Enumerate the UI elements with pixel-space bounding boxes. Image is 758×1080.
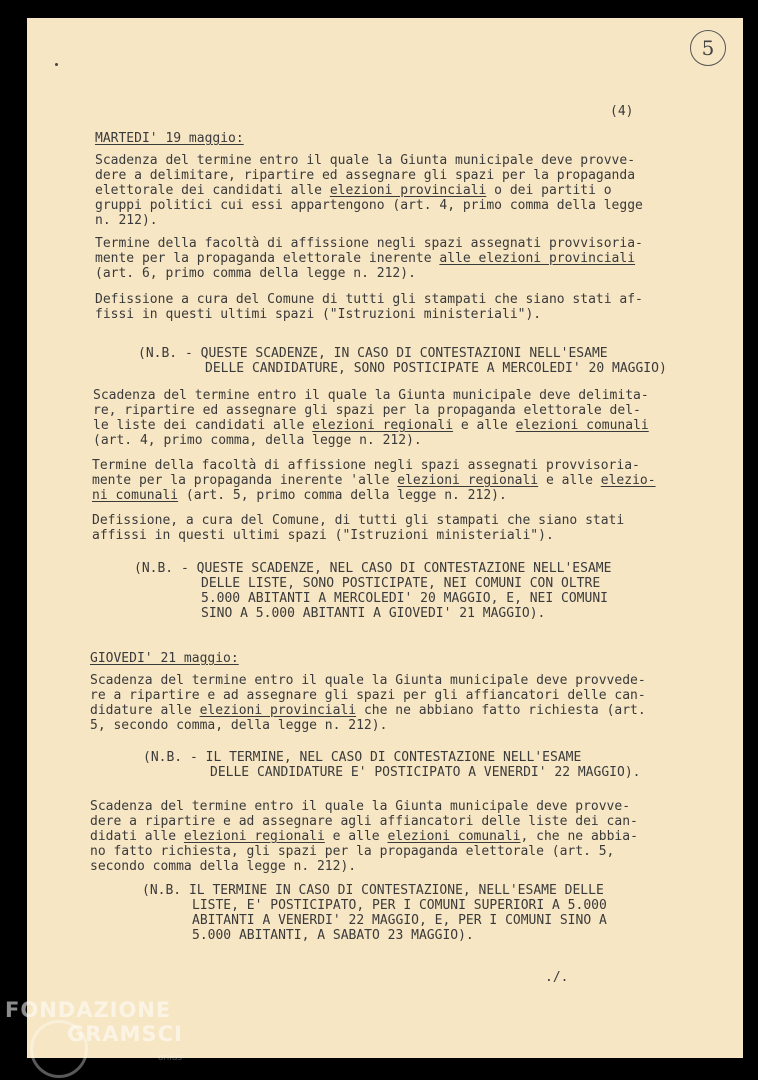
heading-giovedi: GIOVEDI' 21 maggio: <box>90 651 239 666</box>
watermark-onlus: onlus <box>158 1053 183 1063</box>
page-stamp: 5 <box>690 30 726 66</box>
continuation-mark: ./. <box>545 970 569 985</box>
paragraph: Defissione, a cura del Comune, di tutti gli stampati che siano stati affissi in questi ultimi spazi ("Istruzioni ministeriali"). <box>92 513 625 543</box>
ink-dot <box>55 63 58 66</box>
paragraph: Scadenza del termine entro il quale la Giunta municipale deve provve- dere a ripartire e ad assegnare agli affiancatori delle liste dei can- didati alle elezioni regionali e alle elezioni comunali, che ne abbia- no fatto richiesta, gli spazi per la propaganda elettorale (art. 5, secondo comma della legge n. 212). <box>90 799 638 874</box>
paragraph: Termine della facoltà di affissione negli spazi assegnati provvisoria- mente per la propaganda elettorale inerente alle elezioni provinciali (art. 6, primo comma della legge n. 212). <box>95 236 643 281</box>
paragraph: Scadenza del termine entro il quale la Giunta municipale deve provvede- re a ripartire e ad assegnare gli spazi per gli affiancatori delle can- didature alle elezioni provinciali che ne abbiano fatto richiesta (art. 5, secondo comma, della legge n. 212). <box>90 673 646 733</box>
paragraph: Defissione a cura del Comune di tutti gli stampati che siano stati af- fissi in questi ultimi spazi ("Istruzioni ministeriali"). <box>95 292 643 322</box>
nb-note: (N.B. - QUESTE SCADENZE, IN CASO DI CONTESTAZIONI NELL'ESAME DELLE CANDIDATURE, SONO POSTICIPATE A MERCOLEDI' 20 MAGGIO) <box>138 346 667 376</box>
paragraph: Scadenza del termine entro il quale la Giunta municipale deve delimita- re, ripartire ed assegnare gli spazi per la propaganda elettorale del- le liste dei candidati alle elezioni regionali e alle elezioni comunali (art. 4, primo comma, della legge n. 212). <box>93 388 649 448</box>
nb-note: (N.B. - QUESTE SCADENZE, NEL CASO DI CONTESTAZIONE NELL'ESAME DELLE LISTE, SONO POSTICIPATE, NEI COMUNI CON OLTRE 5.000 ABITANTI A MERCOLEDI' 20 MAGGIO, E, NEI COMUNI SINO A 5.000 ABITANTI A GIOVEDI' 21 MAGGIO). <box>134 561 612 621</box>
watermark: FONDAZIONE GRAMSCI <box>5 998 183 1046</box>
page-number: (4) <box>610 104 634 119</box>
heading-martedi: MARTEDI' 19 maggio: <box>95 131 244 146</box>
paragraph: Scadenza del termine entro il quale la Giunta municipale deve provve- dere a delimitare, ripartire ed assegnare gli spazi per la propaganda elettorale dei candidati alle elezioni provinciali o dei partiti o gruppi politici cui essi appartengono (art. 4, primo comma della legge n. 212). <box>95 153 643 228</box>
nb-note: (N.B. IL TERMINE IN CASO DI CONTESTAZIONE, NELL'ESAME DELLE LISTE, E' POSTICIPATO, PER I COMUNI SUPERIORI A 5.000 ABITANTI A VENERDI' 22 MAGGIO, E, PER I COMUNI SINO A 5.000 ABITANTI, A SABATO 23 MAGGIO). <box>142 883 607 943</box>
nb-note: (N.B. - IL TERMINE, NEL CASO DI CONTESTAZIONE NELL'ESAME DELLE CANDIDATURE E' POSTICIPATO A VENERDI' 22 MAGGIO). <box>143 750 641 780</box>
paragraph: Termine della facoltà di affissione negli spazi assegnati provvisoria- mente per la propaganda inerente 'alle elezioni regionali e alle elezio- ni comunali (art. 5, primo comma della legge n. 212). <box>92 458 656 503</box>
